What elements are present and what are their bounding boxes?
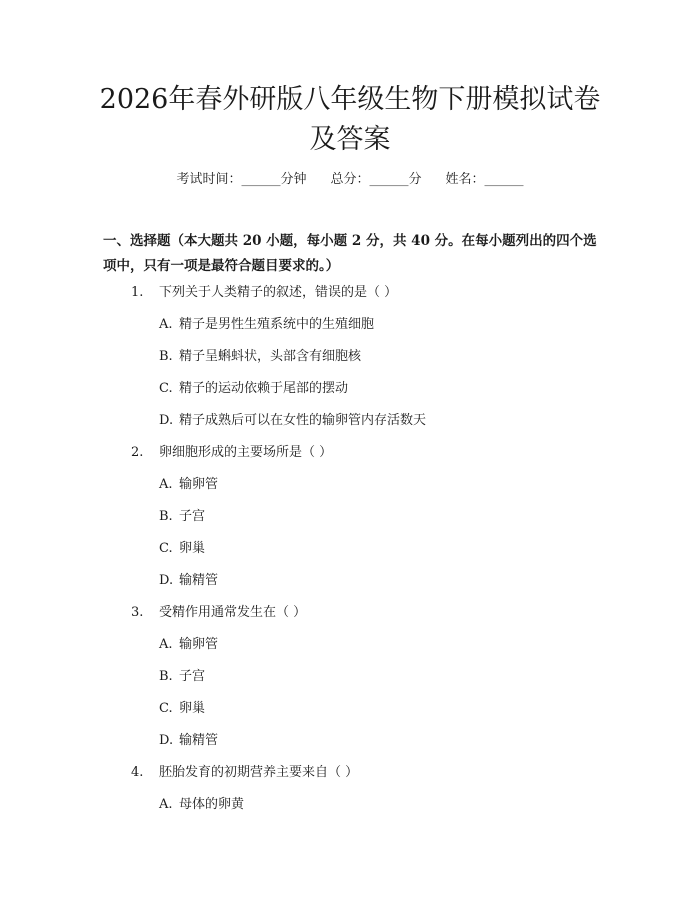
option-letter: B. [159,509,173,524]
option-letter: C. [159,701,173,716]
question-text: 下列关于人类精子的叙述，错误的是（ ） [159,285,398,300]
section-heading: 一、选择题（本大题共 20 小题，每小题 2 分，共 40 分。在每小题列出的四个选项中，只有一项是最符合题目要求的。） [103,233,597,274]
option [159,473,218,492]
option [159,665,205,684]
option [159,633,218,652]
option-letter: B. [159,669,173,684]
question-2 [131,441,332,460]
option [159,537,205,556]
option-text: 卵巢 [179,701,206,716]
total-score-field: 总分：______分 [330,172,422,187]
option-letter: A. [159,637,173,652]
option-letter: D. [159,733,174,748]
option-text: 精子是男性生殖系统中的生殖细胞 [179,317,375,332]
exam-meta [0,168,700,187]
option-text: 子宫 [179,669,206,684]
exam-time-field: 考试时间：______分钟 [176,172,307,187]
option [159,377,348,396]
option-letter: B. [159,349,173,364]
option [159,505,205,524]
option [159,569,218,588]
option-text: 精子成熟后可以在女性的输卵管内存活数天 [179,413,427,428]
option-letter: A. [159,477,173,492]
option [159,313,374,332]
question-number: 3. [131,605,144,620]
question-number: 1. [131,285,144,300]
question-text: 胚胎发育的初期营养主要来自（ ） [159,765,359,780]
option-letter: A. [159,317,173,332]
option [159,409,426,428]
question-1 [131,281,397,300]
option-letter: D. [159,413,174,428]
option-text: 精子呈蝌蚪状，头部含有细胞核 [179,349,362,364]
option [159,793,244,812]
question-number: 4. [131,765,144,780]
question-text: 受精作用通常发生在（ ） [159,605,307,620]
option-letter: A. [159,797,173,812]
option-text: 精子的运动依赖于尾部的摆动 [179,381,349,396]
name-field: 姓名：______ [445,172,524,187]
option-letter: C. [159,381,173,396]
option [159,697,205,716]
option-text: 子宫 [179,509,206,524]
question-4 [131,761,358,780]
option-text: 输卵管 [179,637,219,652]
option-text: 母体的卵黄 [179,797,245,812]
option-letter: D. [159,573,174,588]
page-title: 2026年春外研版八年级生物下册模拟试卷及答案 [99,84,601,155]
option-text: 卵巢 [179,541,206,556]
option [159,729,218,748]
question-text: 卵细胞形成的主要场所是（ ） [159,445,333,460]
option [159,345,361,364]
option-text: 输卵管 [179,477,219,492]
option-text: 输精管 [179,733,219,748]
option-text: 输精管 [179,573,219,588]
option-letter: C. [159,541,173,556]
question-3 [131,601,306,620]
question-number: 2. [131,445,144,460]
